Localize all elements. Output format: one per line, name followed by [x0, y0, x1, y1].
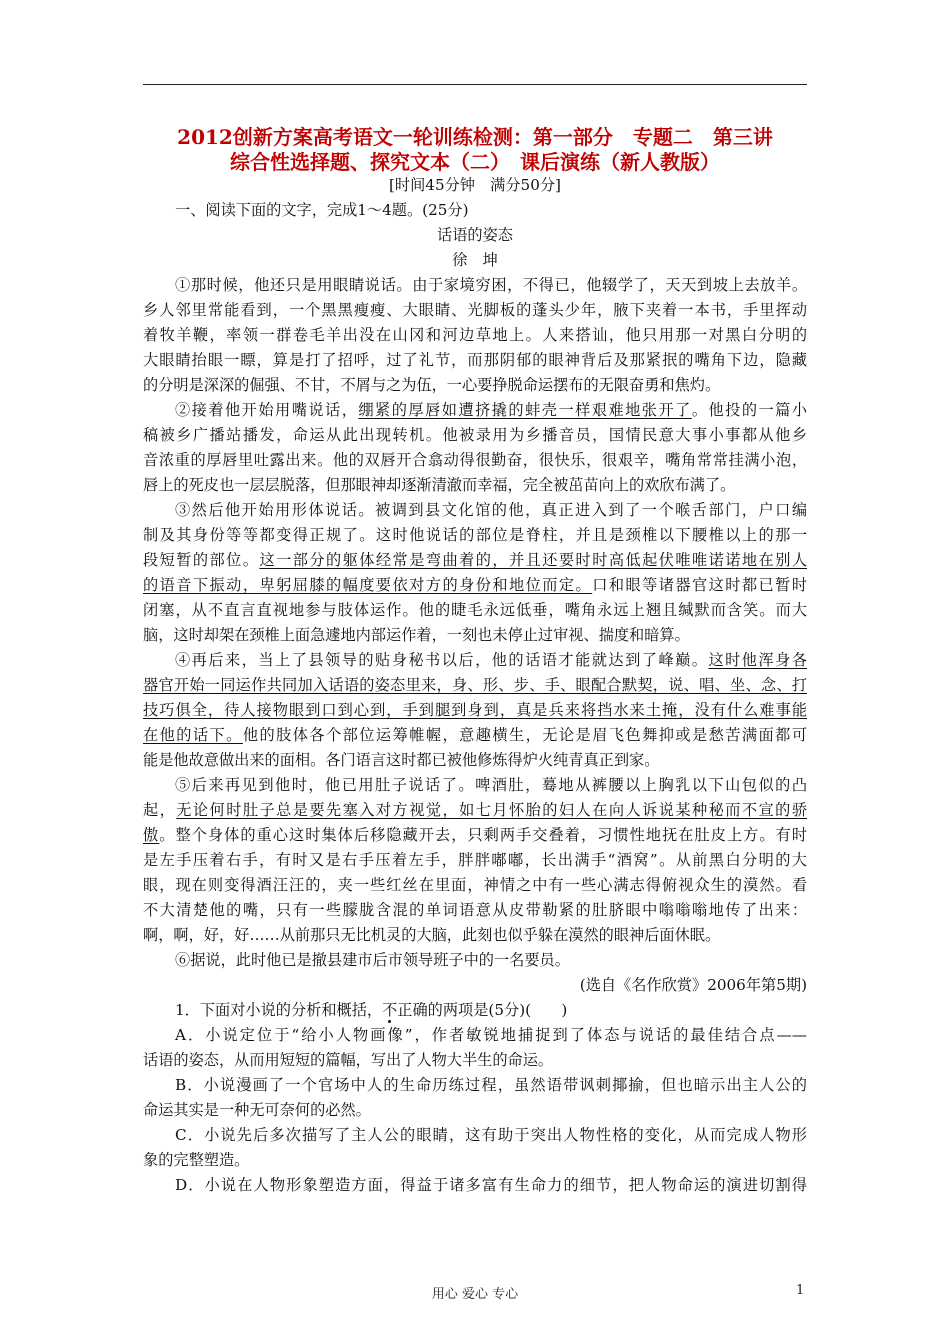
p6-line1: ⑥据说，此时他已是撤县建市后市领导班子中的一名要员。	[175, 951, 570, 969]
underlined-phrase: 无论何时肚子总是要先塞入对方视觉，如七月怀胎的妇人在向人诉说某种秘而不宣的骄	[176, 801, 808, 819]
underlined-phrase: 技巧俱全，待人接物眼到口到心到，手到腿到身到，真是兵来将挡水来土掩，没有什么难事能	[143, 701, 807, 719]
section-instruction: 一、阅读下面的文字，完成1～4题。(25分)	[175, 201, 469, 219]
p4-line2	[143, 675, 807, 695]
underlined-phrase: 在他的话下。	[143, 726, 243, 744]
p1-line5: 的分明是深深的倔强、不甘，不屑与之为伍，一心要挣脱命运摆布的无限奋勇和焦灼。	[143, 376, 721, 394]
p3-line4: 的语音下振动，卑躬屈膝的幅度要依对方的身份和地位而定。口和眼等诸器官这时都已暂时	[143, 576, 808, 594]
essay-author: 徐 坤	[452, 251, 498, 269]
p1-line1: ①那时候，他还只是用眼睛说话。由于家境穷困，不得已，他辍学了，天天到坡上去放羊。	[175, 276, 807, 294]
p4-line4: 在他的话下。他的肢体各个部位运筹帷幄，意趣横生，无论是眉飞色舞抑或是愁苦满面都可	[143, 726, 808, 744]
option-c-line1: C．小说先后多次描写了主人公的眼睛，这有助于突出人物性格的变化，从而完成人物形	[175, 1126, 807, 1144]
p5-line3: 傲。整个身体的重心这时集体后移隐藏开去，只剩两手交叠着，习惯性地抚在肚皮上方。有时	[143, 826, 808, 844]
option-a-line2: 话语的姿态，从而用短短的篇幅，写出了人物大半生的命运。	[143, 1051, 554, 1069]
source-citation: (选自《名作欣赏》2006年第5期)	[579, 976, 807, 994]
p4-line3	[143, 700, 807, 720]
underlined-phrase: 这一部分的躯体经常是弯曲着的，并且还要时时高低起伏唯唯诺诺地在别人	[259, 551, 808, 569]
p5-line1: ⑤后来再见到他时，他已用肚子说话了。啤酒肚，蓦地从裤腰以上胸乳以下山包似的凸	[175, 776, 807, 794]
p1-line2: 乡人邻里常能看到，一个黑黑瘦瘦、大眼睛、光脚板的蓬头少年，腋下夹着一本书，手里挥动	[143, 301, 807, 319]
p5-line6: 不大清楚他的嘴，只有一些朦胧含混的单词语意从皮带勒紧的肚脐眼中嗡嗡嗡地传了出来：	[143, 901, 807, 919]
p3-line2: 制及其身份等等都变得正规了。这时他说话的部位是脊柱，并且是颈椎以下腰椎以上的那一	[143, 526, 807, 544]
option-b-line2: 命运其实是一种无可奈何的必然。	[143, 1101, 371, 1119]
time-info: [时间45分钟 满分50分]	[388, 176, 561, 194]
option-a-line1: A．小说定位于“给小人物画像”，作者敏锐地捕捉到了体态与说话的最佳结合点——	[175, 1026, 807, 1044]
page-number: 1	[796, 1283, 805, 1298]
question-1-stem: 1．下面对小说的分析和概括，不正确的两项是(5分)( )	[175, 1001, 568, 1019]
underlined-phrase: 器官开始一同运作共同加入话语的姿态里来，身、形、步、手、眼配合默契，说、唱、坐、念、打	[143, 676, 807, 694]
essay-title: 话语的姿态	[437, 226, 513, 244]
underlined-phrase: 绷紧的厚唇如遭挤撬的蚌壳一样艰难地张开了	[358, 401, 692, 419]
p5-line5: 眼，现在则变得酒汪汪的，夹一些红丝在里面，神情之中有一些心满志得俯视众生的漠然。看	[143, 876, 807, 894]
footer-text: 用心 爱心 专心	[431, 1287, 519, 1302]
p3-line1: ③然后他开始用形体说话。被调到县文化馆的他，真正进入到了一个喉舌部门，户口编	[175, 501, 807, 519]
p2-line4: 唇上的死皮也一层层脱落，但那眼神却逐渐清澈而幸福，完全被茁苗向上的欢欣布满了。	[143, 476, 736, 494]
option-d-line1: D．小说在人物形象塑造方面，得益于诸多富有生命力的细节，把人物命运的演进切割得	[175, 1176, 807, 1194]
p3-line3: 段短暂的部位。这一部分的躯体经常是弯曲着的，并且还要时时高低起伏唯唯诺诺地在别人	[143, 551, 808, 569]
p5-line4: 是左手压着右手，有时又是右手压着左手，胖胖嘟嘟，长出满手“酒窝”。从前黑白分明的大	[143, 851, 807, 869]
emphasis-dot-char: 不	[382, 1001, 398, 1019]
p2-line3: 音浓重的厚唇里吐露出来。他的双唇开合翕动得很勤奋，很快乐，很艰辛，嘴角常常挂满小泡，	[143, 451, 807, 469]
underlined-phrase: 的语音下振动，卑躬屈膝的幅度要依对方的身份和地位而定。	[143, 576, 593, 594]
doc-title-line2: 综合性选择题、探究文本（二） 课后演练（新人教版）	[230, 150, 720, 174]
header-rule	[143, 84, 807, 85]
p4-line5: 能是他故意做出来的面相。各门语言这时都已被他修炼得炉火纯青真正到家。	[143, 751, 660, 769]
p3-line5: 闭塞，从不直言直视地参与肢体运作。他的睫毛永远低垂，嘴角永远上翘且缄默而含笑。而大	[143, 601, 807, 619]
p1-line3: 着牧羊鞭，率领一群卷毛羊出没在山冈和河边草地上。人来搭讪，他只用那一对黑白分明的	[143, 326, 807, 344]
option-b-line1: B．小说漫画了一个官场中人的生命历练过程，虽然语带讽刺揶揄，但也暗示出主人公的	[175, 1076, 807, 1094]
option-c-line2: 象的完整塑造。	[143, 1151, 250, 1169]
p3-line6: 脑，这时却架在颈椎上面急遽地内部运作着，一刻也未停止过审视、揣度和暗算。	[143, 626, 690, 644]
doc-title-line1: 2012创新方案高考语文一轮训练检测：第一部分 专题二 第三讲	[177, 125, 773, 149]
p1-line4: 大眼睛抬眼一瞟，算是打了招呼，过了礼节，而那阴郁的眼神背后及那紧抿的嘴角下边，隐藏	[143, 351, 807, 369]
p2-line1: ②接着他开始用嘴说话，绷紧的厚唇如遭挤撬的蚌壳一样艰难地张开了。他投的一篇小	[175, 401, 808, 419]
underlined-phrase: 傲	[143, 826, 160, 844]
p2-line2: 稿被乡广播站播发，命运从此出现转机。他被录用为乡播音员，国情民意大事小事都从他乡	[143, 426, 807, 444]
p4-line1: ④再后来，当上了县领导的贴身秘书以后，他的话语才能就达到了峰巅。这时他浑身各	[175, 651, 808, 669]
p5-line7: 啊，啊，好，好……从前那只无比机灵的大脑，此刻也似乎躲在漠然的眼神后面休眠。	[143, 926, 721, 944]
p5-line2: 起，无论何时肚子总是要先塞入对方视觉，如七月怀胎的妇人在向人诉说某种秘而不宣的骄	[143, 801, 808, 819]
underlined-phrase: 这时他浑身各	[708, 651, 808, 669]
